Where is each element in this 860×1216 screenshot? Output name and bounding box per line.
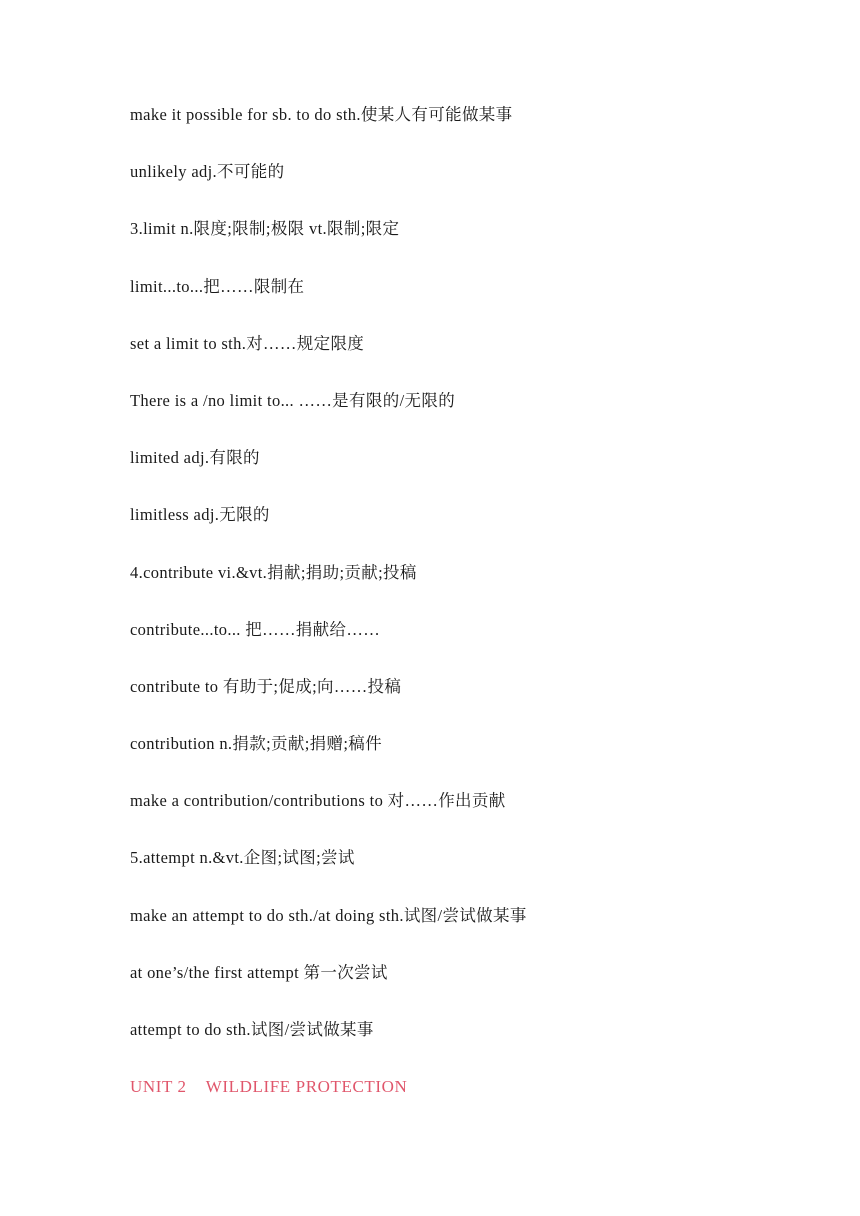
vocab-line: unlikely adj.不可能的 bbox=[130, 162, 285, 182]
vocab-line: 3.limit n.限度;限制;极限 vt.限制;限定 bbox=[130, 219, 400, 239]
unit-heading: UNIT 2 WILDLIFE PROTECTION bbox=[130, 1077, 408, 1096]
vocab-line: make an attempt to do sth./at doing sth.试图/尝试做某事 bbox=[130, 905, 527, 925]
vocab-line: There is a /no limit to... ……是有限的/无限的 bbox=[130, 390, 456, 410]
vocabulary-list bbox=[130, 103, 810, 1075]
vocab-line: attempt to do sth.试图/尝试做某事 bbox=[130, 1020, 374, 1039]
vocab-line: set a limit to sth.对……规定限度 bbox=[130, 333, 365, 353]
vocab-line: contribute...to... 把……捐献给…… bbox=[130, 619, 381, 639]
vocab-line: at one’s/the first attempt 第一次尝试 bbox=[130, 962, 388, 982]
vocab-line: make it possible for sb. to do sth.使某人有可能做某事 bbox=[130, 105, 513, 124]
vocab-line: contribute to 有助于;促成;向……投稿 bbox=[130, 676, 402, 696]
vocab-line: 4.contribute vi.&vt.捐献;捐助;贡献;投稿 bbox=[130, 562, 417, 582]
vocab-line: limit...to...把……限制在 bbox=[130, 276, 305, 296]
vocab-line: limitless adj.无限的 bbox=[130, 505, 270, 525]
vocab-line: 5.attempt n.&vt.企图;试图;尝试 bbox=[130, 848, 355, 868]
vocab-line: contribution n.捐款;贡献;捐赠;稿件 bbox=[130, 734, 383, 754]
vocab-line: limited adj.有限的 bbox=[130, 448, 260, 468]
vocab-line: make a contribution/contributions to 对……作出贡献 bbox=[130, 791, 506, 811]
